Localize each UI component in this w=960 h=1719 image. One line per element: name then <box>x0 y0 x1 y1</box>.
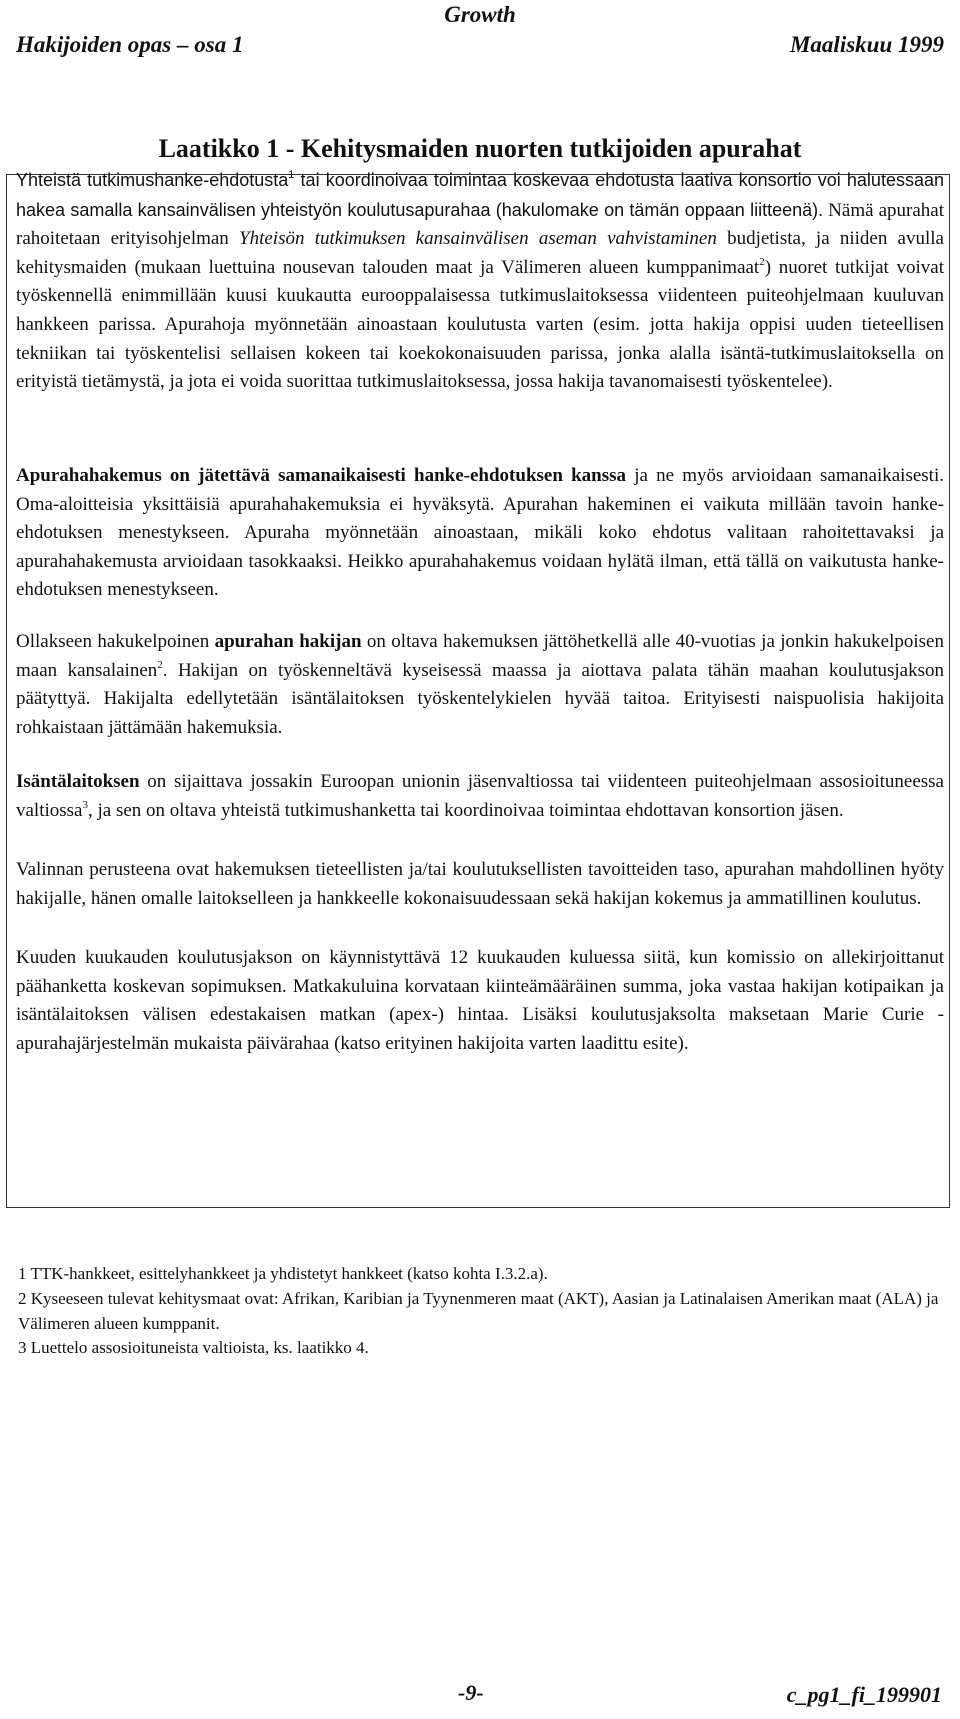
p4-bold-term: Isäntälaitoksen <box>16 771 140 792</box>
footnote-2: 2 Kyseeseen tulevat kehitysmaat ovat: Afrikan, Karibian ja Tyynenmeren maat (AKT), Aasian ja Latinalaisen Amerikan maat (ALA) ja Välimeren alueen kumppanit. <box>18 1289 939 1333</box>
p1-text-e: ) nuoret tutkijat voivat työskennellä enimmillään kuusi kuukautta eurooppalaisessa tutkimuslaitoksessa viidenteen puiteohjelmaan kuuluvan hankkeen parissa. Apurahoja myönnetään ainoastaan koulutusta varten (esim. jotta hakija oppisi uuden tieteellisen tekniikan tai työskentelisi sellaisen kokeen tai koekokonaisuuden parissa, jonka alalla isäntä-tutkimuslaitoksella on erityistä tietämystä, ja jota ei voida suorittaa tutkimuslaitoksessa, jossa hakija tavanomaisesti työskentelee). <box>16 256 945 393</box>
p1-text-d: budjetista, ja niiden avulla kehitysmaiden (mukaan luettuina nousevan talouden maat ja Välimeren alueen kumppanimaat <box>16 228 944 278</box>
p2-text: ja ne myös arvioidaan samanaikaisesti. Oma-aloitteisia yksittäisiä apurahahakemuksia ei hyväksytä. Apurahan hakeminen ei vaikuta millään tavoin hanke-ehdotuksen menestykseen. Apuraha myönnetään ainoastaan, mikäli koko ehdotus valitaan rahoitettavaksi ja apurahahakemusta arvioidaan tasokkaaksi. Heikko apurahahakemus voidaan hylätä ilman, että tällä on vaikutusta hanke-ehdotuksen menestykseen. <box>16 465 944 601</box>
p3-text-b: on oltava hakemuksen jättöhetkellä alle 40-vuotias ja jonkin hakukelpoisen maan kansalainen <box>16 631 944 681</box>
box-paragraph-4 <box>16 768 944 825</box>
p4-text-b: , ja sen on oltava yhteistä tutkimushanketta tai koordinoivaa toimintaa ehdottavan konsortion jäsen. <box>88 799 844 821</box>
box-paragraph-3 <box>16 628 944 742</box>
box-paragraph-5: Valinnan perusteena ovat hakemuksen tieteellisten ja/tai koulutuksellisten tavoitteiden taso, apurahan mahdollinen hyöty hakijalle, hänen omalle laitokselleen ja hankkeelle kokonaisuudessaan sekä hakijan kokemus ja ammatillinen koulutus. <box>16 859 944 909</box>
p4-text-a: on sijaittava jossakin Euroopan unionin jäsenvaltiossa tai viidenteen puiteohjelmaan assosioituneessa valtiossa <box>16 771 944 821</box>
box-paragraph-2 <box>16 462 944 605</box>
footnote-ref-2: 2 <box>759 255 765 268</box>
p1-text-c: Nämä apurahat rahoitetaan erityisohjelman <box>16 199 944 250</box>
box-title: Laatikko 1 - Kehitysmaiden nuorten tutkijoiden apurahat <box>158 134 802 163</box>
footnote-ref-3: 3 <box>82 798 88 811</box>
running-header-date: Maaliskuu 1999 <box>789 32 944 57</box>
p3-text-c: . Hakijan on työskenneltävä kyseisessä maassa ja aiottava palata tähän maahan koulutusjakson päätyttyä. Hakijalta edellytetään isäntälaitoksen työskentelykielen hyvää taitoa. Erityisesti naispuolisia hakijoita rohkaistaan jättämään hakemuksia. <box>16 659 944 738</box>
running-header-left: Hakijoiden opas – osa 1 <box>16 32 244 57</box>
footnote-1: 1 TTK-hankkeet, esittelyhankkeet ja yhdistetyt hankkeet (katso kohta I.3.2.a). <box>18 1264 548 1283</box>
page-number: -9- <box>458 1680 484 1705</box>
p1-text-b: tai koordinoivaa toimintaa koskevaa ehdotusta laativa konsortio voi halutessaan hakea samalla kansainvälisen yhteistyön koulutusapurahaa (hakulomake on tämän oppaan liitteenä). <box>16 170 944 220</box>
p1-program-name: Yhteisön tutkimuksen kansainvälisen aseman vahvistaminen <box>239 228 717 250</box>
footnote-ref-2b: 2 <box>157 658 163 671</box>
p2-bold-lead: Apurahahakemus on jätettävä samanaikaisesti hanke-ehdotuksen kanssa <box>16 465 627 486</box>
p3-bold-term: apurahan hakijan <box>214 631 362 652</box>
footnote-ref-1: 1 <box>288 169 295 181</box>
p1-text-a: Yhteistä tutkimushanke-ehdotusta <box>16 170 289 190</box>
running-header-title: Growth <box>444 2 516 27</box>
document-code: c_pg1_fi_199901 <box>786 1682 942 1707</box>
box-paragraph-1 <box>16 166 944 397</box>
box-paragraph-6: Kuuden kuukauden koulutusjakson on käynnistyttävä 12 kuukauden kuluessa siitä, kun komissio on allekirjoittanut päähanketta koskevan sopimuksen. Matkakuluina korvataan kiinteämääräinen summa, joka vastaa hakijan kotipaikan ja isäntälaitoksen välisen edestakaisen matkan (apex-) hintaa. Lisäksi koulutusjaksolta maksetaan Marie Curie -apurahajärjestelmän mukaista päivärahaa (katso erityinen hakijoita varten laadittu esite). <box>16 947 944 1054</box>
footnote-3: 3 Luettelo assosioituneista valtioista, ks. laatikko 4. <box>18 1338 369 1357</box>
p3-text-a: Ollakseen hakukelpoinen <box>16 631 215 652</box>
